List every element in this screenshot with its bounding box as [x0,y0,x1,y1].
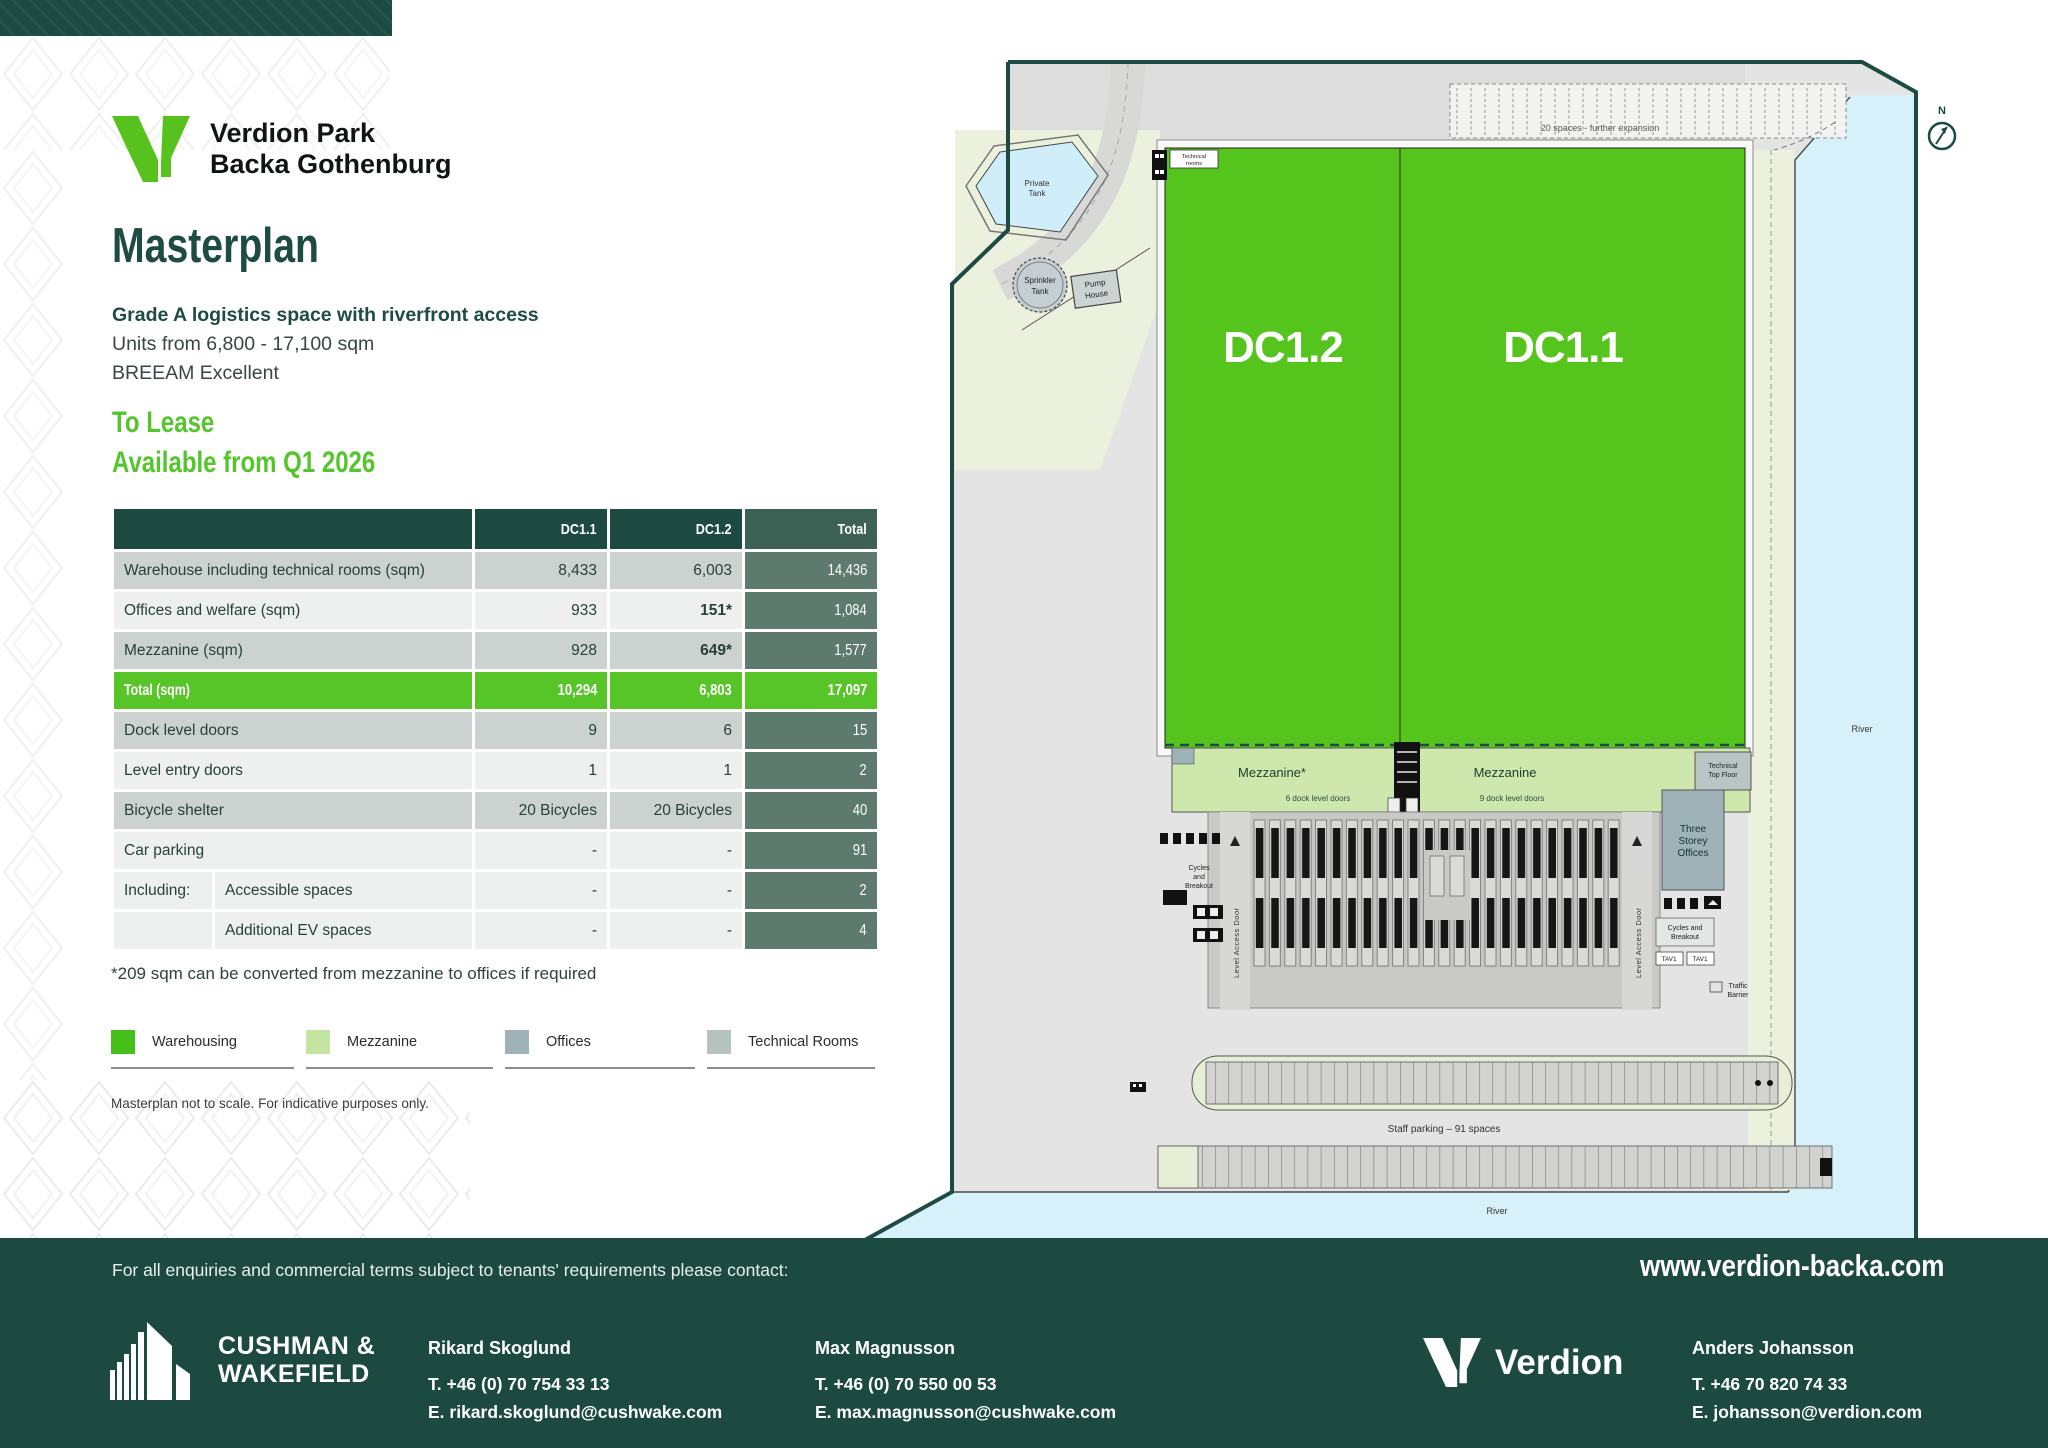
masterplan-site-map [860,40,1960,1245]
agent-name: Rikard Skoglund [428,1338,572,1358]
verdion-v-icon [112,116,190,182]
logo-line1: Verdion Park [210,118,376,148]
svg-text:Top Floor: Top Floor [1708,772,1738,779]
svg-text:Tank: Tank [1028,189,1046,198]
svg-text:N: N [1938,105,1946,117]
table-row: Including: Accessible spaces - - 2 [114,872,877,909]
verdion-logo [1423,1338,1623,1387]
north-arrow [1929,105,1955,149]
level-access-door-left: Level Access Door [1232,907,1241,978]
tagline: Grade A logistics space with riverfront access [112,304,539,326]
availability-label: Available from Q1 2026 [112,446,376,479]
mezzanine-right-doors: 9 dock level doors [1479,794,1545,803]
table-row: Dock level doors 9 6 15 [114,712,877,749]
table-total-row: Total (sqm) 10,294 6,803 17,097 [114,672,877,709]
mezzanine-left-doors: 6 dock level doors [1285,794,1351,803]
units-line: Units from 6,800 - 17,100 sqm [112,333,375,355]
svg-text:Pump: Pump [1084,277,1107,290]
svg-text:and: and [1193,874,1205,881]
agent-email[interactable]: E. max.magnusson@cushwake.com [815,1402,1117,1422]
header-blank [114,509,472,549]
svg-text:Cycles and: Cycles and [1667,925,1703,932]
svg-text:Offices: Offices [1677,848,1709,859]
cushman-wakefield-wordmark: CUSHMAN & WAKEFIELD [218,1332,376,1388]
svg-text:Cycles: Cycles [1188,865,1210,872]
svg-text:House: House [1084,288,1109,301]
cushman-wakefield-logo [110,1320,375,1400]
agent-name: Anders Johansson [1692,1338,1855,1358]
to-lease-label: To Lease [112,406,215,439]
verdion-park-logo [112,116,452,182]
unit-dc11-label: DC1.1 [1503,323,1623,372]
agent-email[interactable]: E. rikard.skoglund@cushwake.com [428,1402,723,1422]
svg-text:rooms: rooms [1185,161,1203,167]
agent-card [1692,1338,1922,1423]
specification-table [111,506,880,952]
sprinkler-tank [1013,258,1067,312]
table-header-row [114,509,877,549]
contact-intro: For all enquiries and commercial terms subject to tenants' requirements please contact: [112,1260,789,1280]
footer [0,1238,2048,1448]
cushman-wakefield-icon [110,1320,202,1400]
header-dc11: DC1.1 [475,509,607,549]
agent-phone: T. +46 (0) 70 754 33 13 [428,1374,610,1394]
legend-item-technical: Technical Rooms [707,1030,875,1069]
website-link[interactable]: www.verdion-backa.com [1639,1248,1944,1283]
river-label-bottom: River [1486,1206,1508,1216]
breeam-line: BREEAM Excellent [112,362,279,384]
unit-dc12-label: DC1.2 [1223,323,1343,372]
river-label-right: River [1851,724,1873,734]
table-row: Warehouse including technical rooms (sqm) 8,433 6,003 14,436 [114,552,877,589]
mezzanine-right-label: Mezzanine [1473,765,1537,780]
svg-text:Technical: Technical [1181,154,1207,160]
mezzanine-swatch [306,1030,330,1054]
table-row: Car parking - - 91 [114,832,877,869]
svg-text:Technical: Technical [1708,763,1738,770]
legend-item-offices: Offices [505,1030,695,1069]
agent-phone: T. +46 (0) 70 550 00 53 [815,1374,997,1394]
warehouse-building [1165,148,1745,748]
page-title: Masterplan [112,219,319,273]
technical-top-floor-box [1695,752,1751,790]
warehousing-swatch [111,1030,135,1054]
svg-text:Breakout: Breakout [1184,883,1214,890]
agent-name: Max Magnusson [815,1338,956,1358]
technical-swatch [707,1030,731,1054]
mezzanine-office-box [1172,748,1194,764]
utility-marker [1130,1082,1146,1092]
agent-card [815,1338,1116,1423]
svg-text:Barrier: Barrier [1727,992,1749,999]
logo-text [210,118,452,180]
agent-card [428,1338,722,1423]
expansion-label: 20 spaces - further expansion [1540,123,1660,133]
agent-email[interactable]: E. johansson@verdion.com [1692,1402,1923,1422]
table-row: Level entry doors 1 1 2 [114,752,877,789]
header-total: Total [745,509,877,549]
svg-text:Traffic: Traffic [1728,983,1748,990]
table-row: Mezzanine (sqm) 928 649* 1,577 [114,632,877,669]
technical-rooms-block [1152,150,1167,180]
logo-line2: Backa Gothenburg [210,149,452,179]
svg-text:Breakout: Breakout [1670,934,1700,941]
svg-text:Three: Three [1679,824,1707,835]
table-footnote: *209 sqm can be converted from mezzanine to offices if required [111,964,597,983]
legend-item-mezzanine: Mezzanine [306,1030,493,1069]
table-row: Additional EV spaces - - 4 [114,912,877,949]
svg-text:Storey: Storey [1678,836,1708,847]
mezzanine-left-label: Mezzanine* [1238,765,1306,780]
watermark-pattern-left [0,150,64,1080]
offices-swatch [505,1030,529,1054]
verdion-wordmark: Verdion [1495,1342,1624,1382]
staff-parking-label: Staff parking – 91 spaces [1387,1124,1501,1135]
private-tank-label: Private [1024,179,1050,188]
legend-item-warehousing: Warehousing [111,1030,294,1069]
map-legend [111,1030,887,1069]
sprinkler-tank-label: Sprinkler [1024,276,1056,285]
legend-note: Masterplan not to scale. For indicative purposes only. [111,1096,429,1111]
header-dc12: DC1.2 [610,509,742,549]
svg-text:Tank: Tank [1031,287,1049,296]
svg-text:TAV1: TAV1 [1692,956,1708,963]
brand-pattern-bar [0,0,392,36]
level-access-door-right: Level Access Door [1634,907,1643,978]
agent-phone: T. +46 70 820 74 33 [1692,1374,1848,1394]
table-row: Offices and welfare (sqm) 933 151* 1,084 [114,592,877,629]
table-row: Bicycle shelter 20 Bicycles 20 Bicycles 40 [114,792,877,829]
verdion-v-icon-white [1423,1338,1481,1387]
svg-text:TAV1: TAV1 [1661,956,1677,963]
pump-house [1071,270,1121,308]
